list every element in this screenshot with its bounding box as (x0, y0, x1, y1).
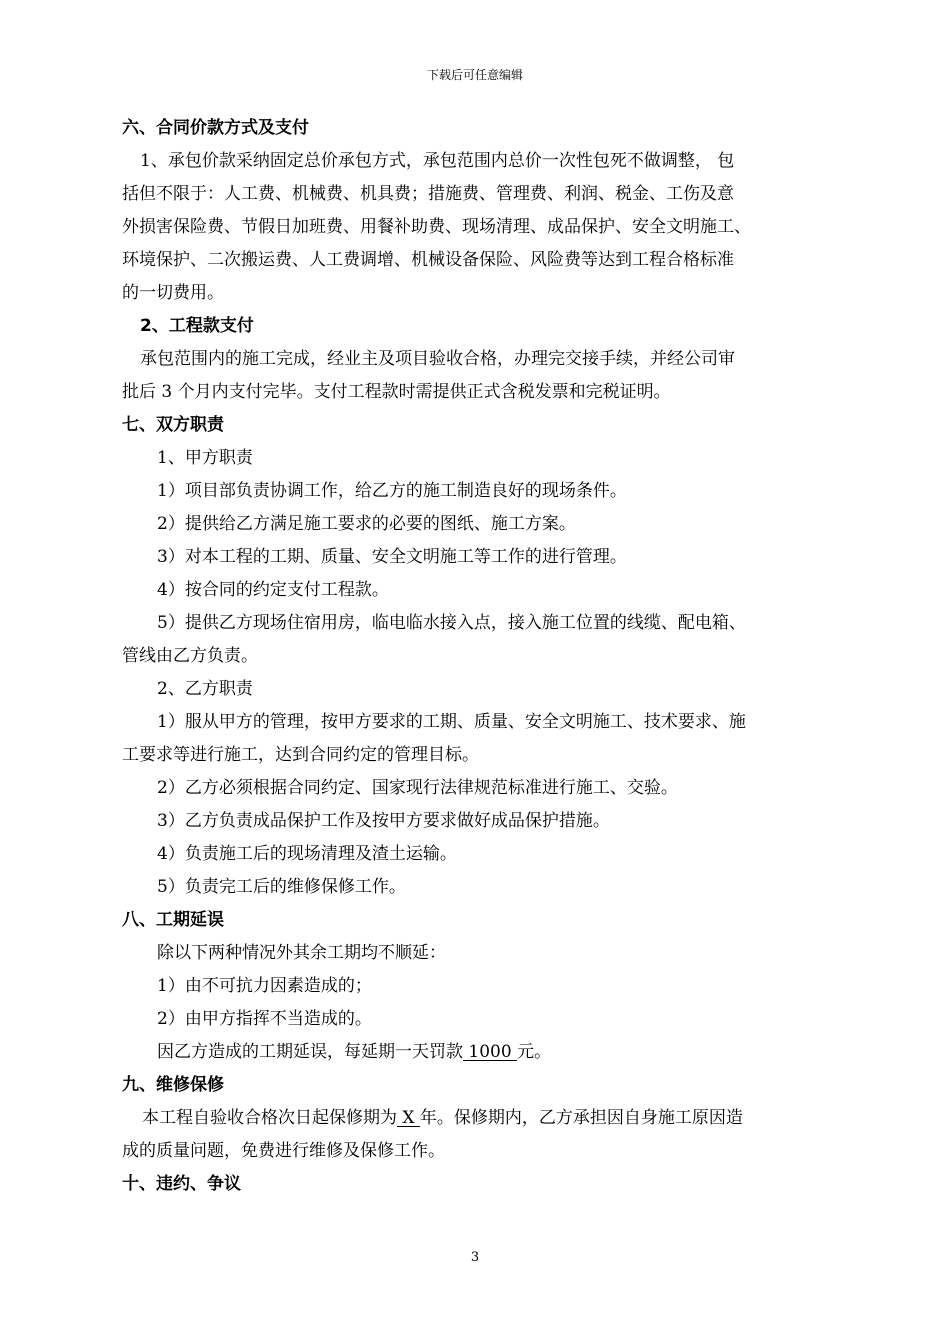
penalty-text: 因乙方造成的工期延误，每延期一天罚款 (157, 1042, 463, 1062)
paragraph-line: 批后 3 个月内支付完毕。支付工程款时需提供正式含税发票和完税证明。 (122, 382, 671, 402)
list-item: 5）提供乙方现场住宿用房，临电临水接入点，接入施工位置的线缆、配电箱、 (157, 613, 746, 633)
warranty-line (122, 1102, 838, 1135)
subsection-heading-party-a: 1、甲方职责 (157, 448, 253, 468)
list-item: 3）乙方负责成品保护工作及按甲方要求做好成品保护措施。 (157, 811, 610, 831)
section-heading-9: 九、维修保修 (122, 1075, 224, 1095)
document-body (122, 112, 838, 1201)
penalty-amount: 1000 (463, 1042, 518, 1062)
list-item: 2）提供给乙方满足施工要求的必要的图纸、施工方案。 (157, 514, 576, 534)
paragraph-line: 除以下两种情况外其余工期均不顺延： (157, 943, 446, 963)
paragraph-line: 成的质量问题，免费进行维修及保修工作。 (122, 1141, 445, 1161)
list-item: 4）负责施工后的现场清理及渣土运输。 (157, 844, 457, 864)
penalty-line (122, 1036, 838, 1069)
warranty-text: 本工程自验收合格次日起保修期为 (142, 1108, 397, 1128)
section-heading-8: 八、工期延误 (122, 910, 224, 930)
list-item-continuation: 管线由乙方负责。 (122, 646, 258, 666)
list-item: 1）项目部负责协调工作，给乙方的施工制造良好的现场条件。 (157, 481, 627, 501)
paragraph-line: 1、承包价款采纳固定总价承包方式，承包范围内总价一次性包死不做调整， 包 (140, 151, 735, 171)
list-item: 4）按合同的约定支付工程款。 (157, 580, 389, 600)
paragraph-line: 环境保护、二次搬运费、人工费调增、机械设备保险、风险费等达到工程合格标准 (122, 250, 734, 270)
list-item: 2）乙方必须根据合同约定、国家现行法律规范标准进行施工、交验。 (157, 778, 678, 798)
paragraph-line: 的一切费用。 (122, 283, 224, 303)
page-number: 3 (470, 1250, 480, 1265)
list-item: 5）负责完工后的维修保修工作。 (157, 877, 406, 897)
list-item-continuation: 工要求等进行施工，达到合同约定的管理目标。 (122, 745, 479, 765)
list-item: 3）对本工程的工期、质量、安全文明施工等工作的进行管理。 (157, 547, 627, 567)
section-heading-10: 十、违约、争议 (122, 1174, 241, 1194)
list-item: 1）由不可抗力因素造成的； (157, 976, 372, 996)
list-item: 1）服从甲方的管理，按甲方要求的工期、质量、安全文明施工、技术要求、施 (157, 712, 746, 732)
list-item: 2）由甲方指挥不当造成的。 (157, 1009, 372, 1029)
warranty-suffix: 年。保修期内，乙方承担因自身施工原因造 (419, 1108, 743, 1128)
warranty-years: X (397, 1108, 420, 1128)
paragraph-line: 承包范围内的施工完成，经业主及项目验收合格，办理完交接手续，并经公司审 (140, 349, 735, 369)
paragraph-line: 外损害保险费、节假日加班费、用餐补助费、现场清理、成品保护、安全文明施工、 (122, 217, 751, 237)
subsection-heading-party-b: 2、乙方职责 (157, 679, 253, 699)
section-heading-6: 六、合同价款方式及支付 (122, 118, 309, 138)
paragraph-line: 括但不限于：人工费、机械费、机具费；措施费、管理费、利润、税金、工伤及意 (122, 184, 734, 204)
penalty-unit: 元。 (517, 1042, 552, 1062)
section-heading-7: 七、双方职责 (122, 415, 224, 435)
header-note: 下载后可任意编辑 (426, 68, 523, 82)
subsection-heading-payment: 2、工程款支付 (140, 316, 254, 336)
